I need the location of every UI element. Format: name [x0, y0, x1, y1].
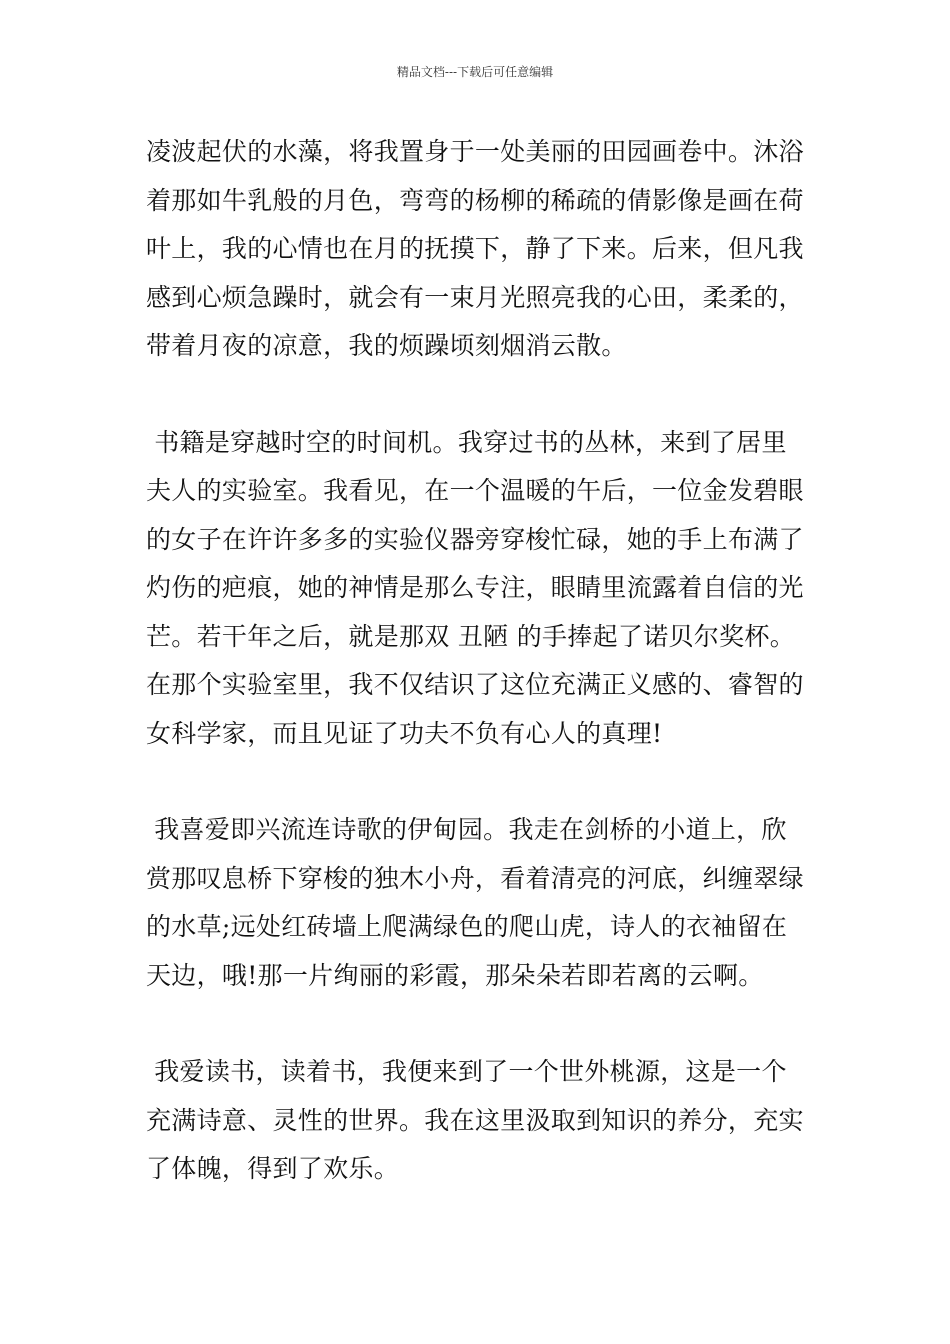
document-body: [146, 128, 810, 1194]
paragraph-3: 我喜爱即兴流连诗歌的伊甸园。我走在剑桥的小道上，欣赏那叹息桥下穿梭的独木小舟，看着清亮的河底，纠缠翠绿的水草;远处红砖墙上爬满绿色的爬山虎，诗人的衣袖留在天边，哦!那一片绚丽的彩霞，那朵朵若即若离的云啊。: [146, 815, 804, 990]
page-header: 精品文档---下载后可任意编辑: [396, 65, 554, 79]
paragraph-4: 我爱读书，读着书，我便来到了一个世外桃源，这是一个充满诗意、灵性的世界。我在这里汲取到知识的养分，充实了体魄，得到了欢乐。: [146, 1057, 804, 1183]
paragraph-1: 凌波起伏的水藻，将我置身于一处美丽的田园画卷中。沐浴着那如牛乳般的月色，弯弯的杨柳的稀疏的倩影像是画在荷叶上，我的心情也在月的抚摸下，静了下来。后来，但凡我感到心烦急躁时，就会有一束月光照亮我的心田，柔柔的，带着月夜的凉意，我的烦躁顷刻烟消云散。: [146, 137, 804, 360]
paragraph-2: 书籍是穿越时空的时间机。我穿过书的丛林，来到了居里夫人的实验室。我看见，在一个温暖的午后，一位金发碧眼的女子在许许多多的实验仪器旁穿梭忙碌，她的手上布满了灼伤的疤痕，她的神情是那么专注，眼睛里流露着自信的光芒。若干年之后，就是那双 丑陋 的手捧起了诺贝尔奖杯。在那个实验室里，我不仅结识了这位充满正义感的、睿智的女科学家，而且见证了功夫不负有心人的真理!: [146, 427, 804, 748]
